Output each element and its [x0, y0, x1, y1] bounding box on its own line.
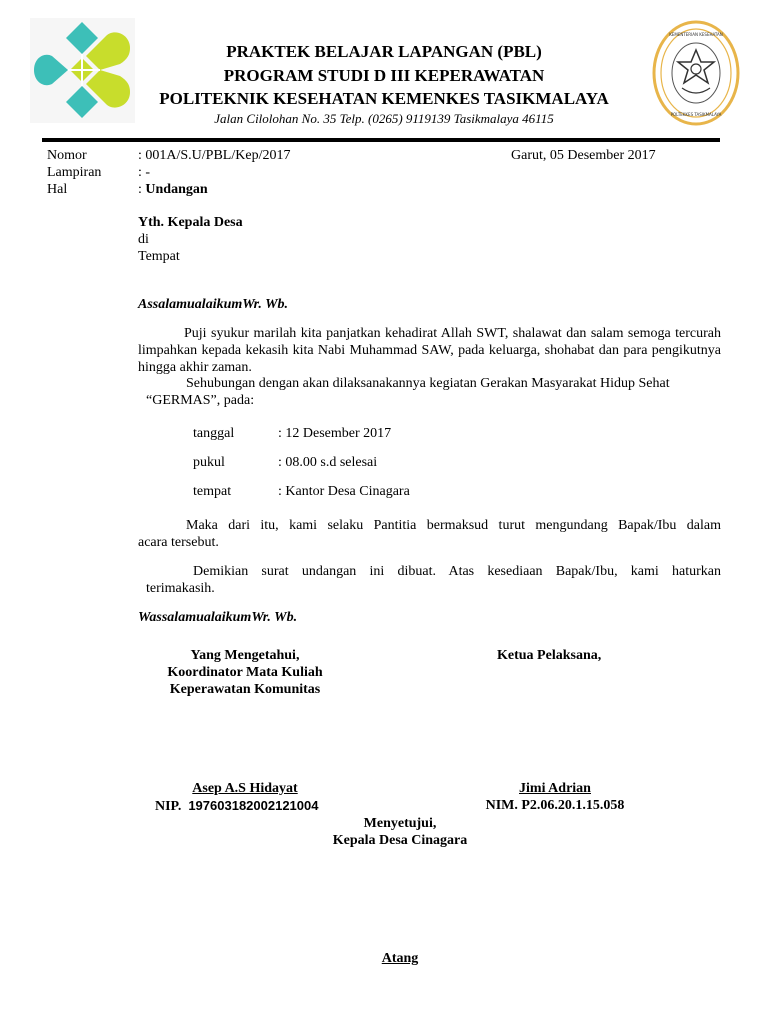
paragraph-4-line1: Demikian surat undangan ini dibuat. Atas kesediaan Bapak/Ibu, kami haturkan [193, 564, 721, 579]
place-date: Garut, 05 Desember 2017 [511, 148, 656, 163]
svg-text:POLTEKKES TASIKMALAYA: POLTEKKES TASIKMALAYA [670, 112, 722, 117]
closing: WassalamualaikumWr. Wb. [138, 610, 298, 625]
nip-label: NIP. [155, 799, 182, 814]
paragraph-3-line1: Maka dari itu, kami selaku Pantitia bermaksud turut mengundang Bapak/Ibu dalam [186, 518, 721, 533]
left-signer-name: Asep A.S Hidayat [192, 781, 298, 796]
right-signer-nim: NIM. P2.06.20.1.15.058 [485, 798, 625, 813]
hal-value: Undangan [145, 182, 208, 197]
nomor-value: : 001A/S.U/PBL/Kep/2017 [138, 148, 291, 163]
detail-value-pukul: : 08.00 s.d selesai [278, 455, 378, 470]
recipient-line3: Tempat [138, 249, 180, 264]
hal-colon: : [138, 182, 146, 197]
lampiran-label: Lampiran [47, 165, 102, 180]
header-divider [42, 138, 720, 142]
lampiran-value: : - [138, 165, 151, 180]
left-signer-title3: Keperawatan Komunitas [169, 682, 321, 697]
left-signer-title2: Koordinator Mata Kuliah [167, 665, 323, 680]
recipient-line1: Yth. Kepala Desa [138, 215, 243, 230]
detail-value-tanggal: : 12 Desember 2017 [278, 426, 392, 441]
header-address: Jalan Cilolohan No. 35 Telp. (0265) 9119139 Tasikmalaya 46115 [214, 111, 554, 126]
greeting: AssalamualaikumWr. Wb. [138, 297, 289, 312]
paragraph-1: Puji syukur marilah kita panjatkan kehadirat Allah SWT, shalawat dan salam semoga tercurah limpahkan kepada kekasih kita Nabi Muhammad SAW, pada keluarga, shohabat dan para pengikutnya hingga akhir zaman. [138, 326, 721, 375]
header-line2: PROGRAM STUDI D III KEPERAWATAN [223, 66, 545, 85]
svg-text:KEMENTERIAN KESEHATAN: KEMENTERIAN KESEHATAN [669, 32, 723, 37]
right-signer-name: Jimi Adrian [519, 781, 591, 796]
paragraph-2-line2: “GERMAS”, pada: [146, 393, 255, 408]
recipient-line2: di [138, 232, 149, 247]
detail-label-tanggal: tanggal [193, 426, 235, 441]
approve-title1: Menyetujui, [363, 816, 437, 831]
approve-name: Atang [381, 951, 419, 966]
paragraph-3-line2: acara tersebut. [138, 535, 219, 550]
paragraph-2-line1: Sehubungan dengan akan dilaksanakannya kegiatan Gerakan Masyarakat Hidup Sehat [186, 376, 670, 391]
hal-row [138, 181, 208, 198]
approve-title2: Kepala Desa Cinagara [332, 833, 468, 848]
header-line1: PRAKTEK BELAJAR LAPANGAN (PBL) [226, 42, 542, 61]
paragraph-4-line2: terimakasih. [146, 581, 215, 596]
left-signer-title1: Yang Mengetahui, [190, 648, 300, 663]
detail-label-tempat: tempat [193, 484, 232, 499]
nomor-label: Nomor [47, 148, 87, 163]
header-line3: POLITEKNIK KESEHATAN KEMENKES TASIKMALAYA [159, 89, 609, 108]
nip-value: 197603182002121004 [188, 798, 319, 813]
detail-label-pukul: pukul [193, 455, 225, 470]
right-signer-title: Ketua Pelaksana, [497, 648, 602, 663]
hal-label: Hal [47, 182, 68, 197]
left-signer-nip [155, 797, 318, 815]
detail-value-tempat: : Kantor Desa Cinagara [278, 484, 410, 499]
